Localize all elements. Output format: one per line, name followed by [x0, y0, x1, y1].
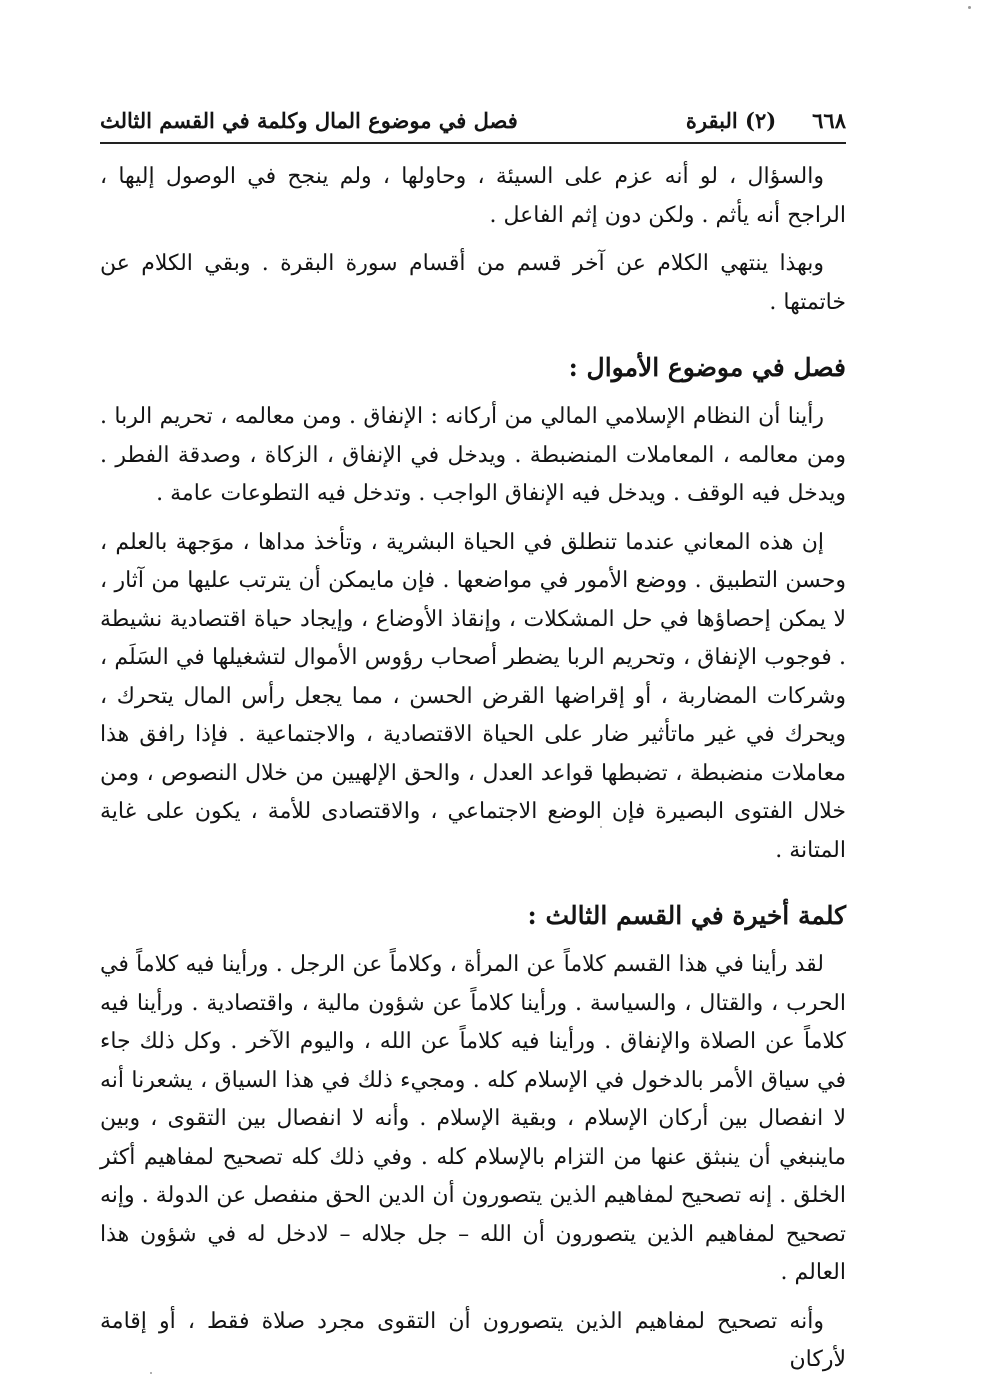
- running-title: فصل في موضوع المال وكلمة في القسم الثالث: [100, 107, 518, 133]
- paragraph-4: إن هذه المعاني عندما تنطلق في الحياة البشرية ، وتأخذ مداها ، موَجهة بالعلم ، وحسن التطبيق . ووضع الأمور في مواضعها . فإن مايمكن أن يترتب عليها من آثار ، لا يمكن إحصاؤها في حل المشكلات ، وإنقاذ الأوضاع ، وإيجاد حياة اقتصادية نشيطة . فوجوب الإنفاق ، وتحريم الربا يضطر أصحاب رؤوس الأموال لتشغيلها في السَلَم ، وشركات المضاربة ، أو إقراضها القرض الحسن ، مما يجعل رأس المال يتحرك ، ويحرك في غير ماتأثير ضار على الحياة الاقتصادية ، والاجتماعية . فإذا رافق هذا معاملات منضبطة ، تضبطها قواعد العدل ، والحق الإلهيين من خلال النصوص ، ومن خلال الفتوى البصيرة فإن الوضع الاجتماعي ، والاقتصادى للأمة ، يكون على غاية المتانة .: [100, 529, 846, 863]
- scan-speck: [968, 6, 971, 9]
- paragraph-3: رأينا أن النظام الإسلامي المالي من أركانه : الإنفاق . ومن معالمه ، تحريم الربا . ومن معالمه ، المعاملات المنضبطة . ويدخل في الإنفاق ، الزكاة ، وصدقة الفطر . ويدخل فيه الوقف . ويدخل فيه الإنفاق الواجب . وتدخل فيه التطوعات عامة .: [100, 404, 846, 506]
- section-heading-final-word: كلمة أخيرة في القسم الثالث :: [527, 901, 846, 930]
- paragraph-6: وأنه تصحيح لمفاهيم الذين يتصورون أن التقوى مجرد صلاة فقط ، أو إقامة لأركان: [100, 1308, 846, 1372]
- header-rule: [100, 142, 846, 144]
- page-header: [100, 100, 846, 140]
- paragraph-1: والسؤال ، لو أنه عزم على السيئة ، وحاولها ، ولم ينجح في الوصول إليها ، الراجح أنه يأثم . ولكن دون إثم الفاعل .: [100, 164, 846, 228]
- surah-label: (٢) البقرة: [685, 107, 777, 133]
- header-right-group: [686, 108, 846, 133]
- scan-speck: [600, 826, 602, 828]
- section-heading-funds: فصل في موضوع الأموال :: [568, 353, 846, 382]
- page-number: ٦٦٨: [812, 107, 846, 133]
- paragraph-2: وبهذا ينتهي الكلام عن آخر قسم من أقسام سورة البقرة . وبقي الكلام عن خاتمتها .: [100, 251, 846, 315]
- scan-speck: [150, 1372, 152, 1374]
- page-body: [100, 158, 846, 1380]
- paragraph-5: لقد رأينا في هذا القسم كلاماً عن المرأة ، وكلاماً عن الرجل . ورأينا فيه كلاماً في الحرب ، والقتال ، والسياسة . ورأينا كلاماً عن شؤون مالية ، واقتصادية . ورأينا فيه كلاماً عن الصلاة والإنفاق . ورأينا فيه كلاماً عن الله ، واليوم الآخر . وكل ذلك جاء في سياق الأمر بالدخول في الإسلام كله . ومجيء ذلك في هذا السياق ، يشعرنا أنه لا انفصال بين أركان الإسلام ، وبقية الإسلام . وأنه لا انفصال بين التقوى ، وبين ماينبغي أن ينبثق عنها من التزام بالإسلام كله . وفي ذلك كله تصحيح لمفاهيم أكثر الخلق . إنه تصحيح لمفاهيم الذين يتصورون أن الدين الحق منفصل عن الدولة . وإنه تصحيح لمفاهيم الذين يتصورون أن الله – جل جلاله – لادخل له في شؤون هذا العالم .: [100, 952, 846, 1285]
